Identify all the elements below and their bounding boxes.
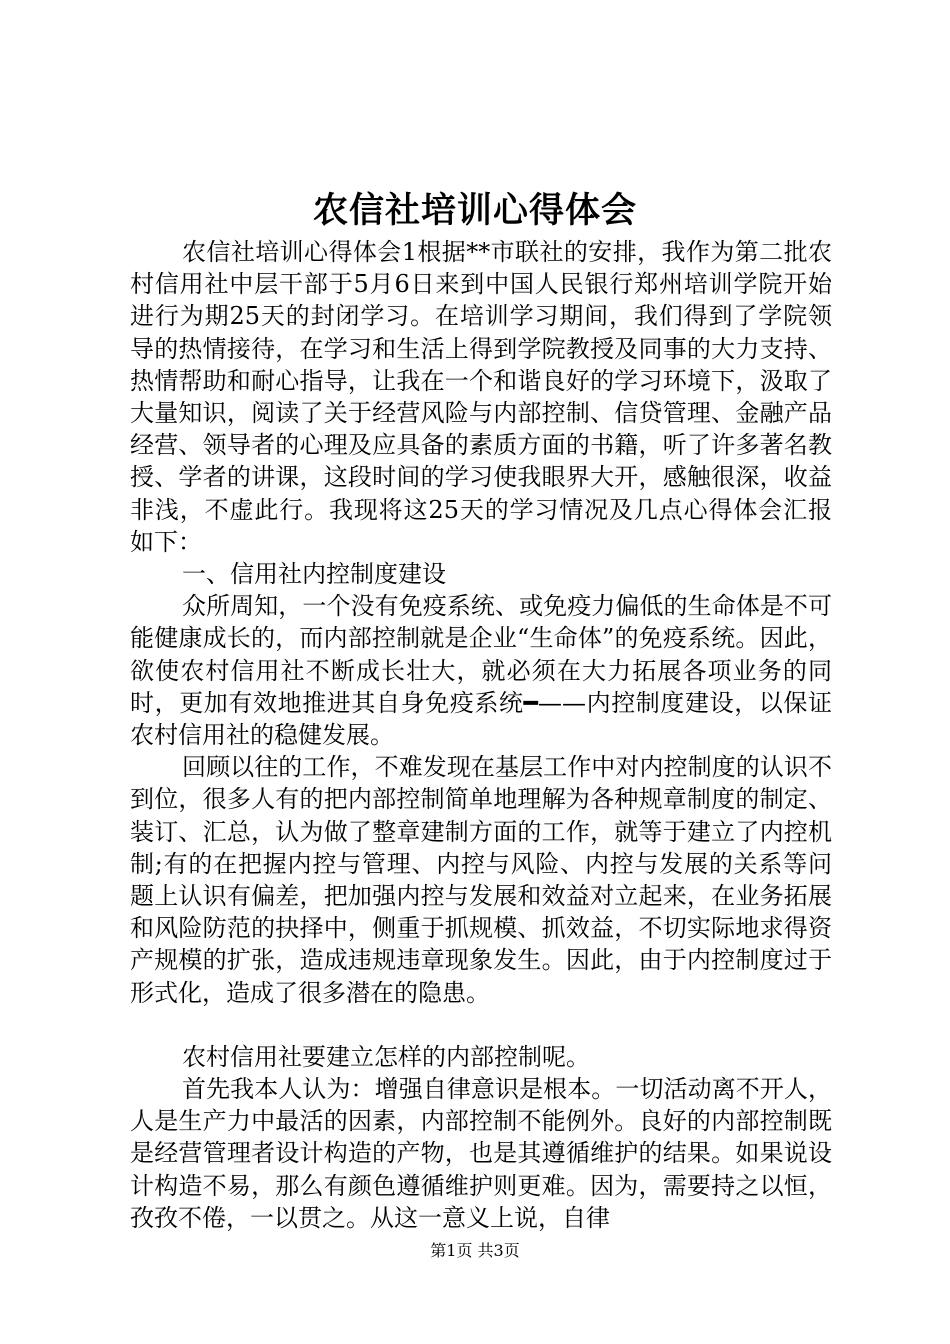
section-heading-1: 一、信用社内控制度建设 [182,560,446,589]
paragraph-review: 回顾以往的工作，不难发现在基层工作中对内控制度的认识不到位，很多人有的把内部控制简单地理解为各种规章制度的制定、装订、汇总，认为做了整章建制方面的工作，就等于建立了内控机制;有的在把握内控与管理、内控与风险、内控与发展的关系等问题上认识有偏差，把加强内控与发展和效益对立起来，在业务拓展和风险防范的抉择中，侧重于抓规模、抓效益，不切实际地求得资产规模的扩张，造成违规违章现象发生。因此，由于内控制度过于形式化，造成了很多潜在的隐患。 [130,753,832,1007]
document-body [130,236,832,1234]
paragraph-question: 农村信用社要建立怎样的内部控制呢。 [182,1042,590,1071]
document-title: 农信社培训心得体会 [312,190,637,231]
page-number-footer: 第1页 共3页 [430,1241,520,1260]
paragraph-immune-system: 众所周知，一个没有免疫系统、或免疫力偏低的生命体是不可能健康成长的，而内部控制就是企业“生命体”的免疫系统。因此，欲使农村信用社不断成长壮大，就必须在大力拓展各项业务的同时，更加有效地推进其自身免疫系统━——内控制度建设，以保证农村信用社的稳健发展。 [130,592,832,750]
paragraph-intro: 农信社培训心得体会1根据**市联社的安排，我作为第二批农村信用社中层干部于5月6日来到中国人民银行郑州培训学院开始进行为期25天的封闭学习。在培训学习期间，我们得到了学院领导的热情接待，在学习和生活上得到学院教授及同事的大力支持、热情帮助和耐心指导，让我在一个和谐良好的学习环境下，汲取了大量知识，阅读了关于经营风险与内部控制、信贷管理、金融产品经营、领导者的心理及应具备的素质方面的书籍，听了许多著名教授、学者的讲课，这段时间的学习使我眼界大开，感触很深，收益非浅，不虚此行。我现将这25天的学习情况及几点心得体会汇报如下： [130,238,832,556]
paragraph-self-discipline: 首先我本人认为：增强自律意识是根本。一切活动离不开人，人是生产力中最活的因素，内部控制不能例外。良好的内部控制既是经营管理者设计构造的产物，也是其遵循维护的结果。如果说设计构造不易，那么有颜色遵循维护则更难。因为，需要持之以恒，孜孜不倦，一以贯之。从这一意义上说，自律 [130,1075,832,1232]
